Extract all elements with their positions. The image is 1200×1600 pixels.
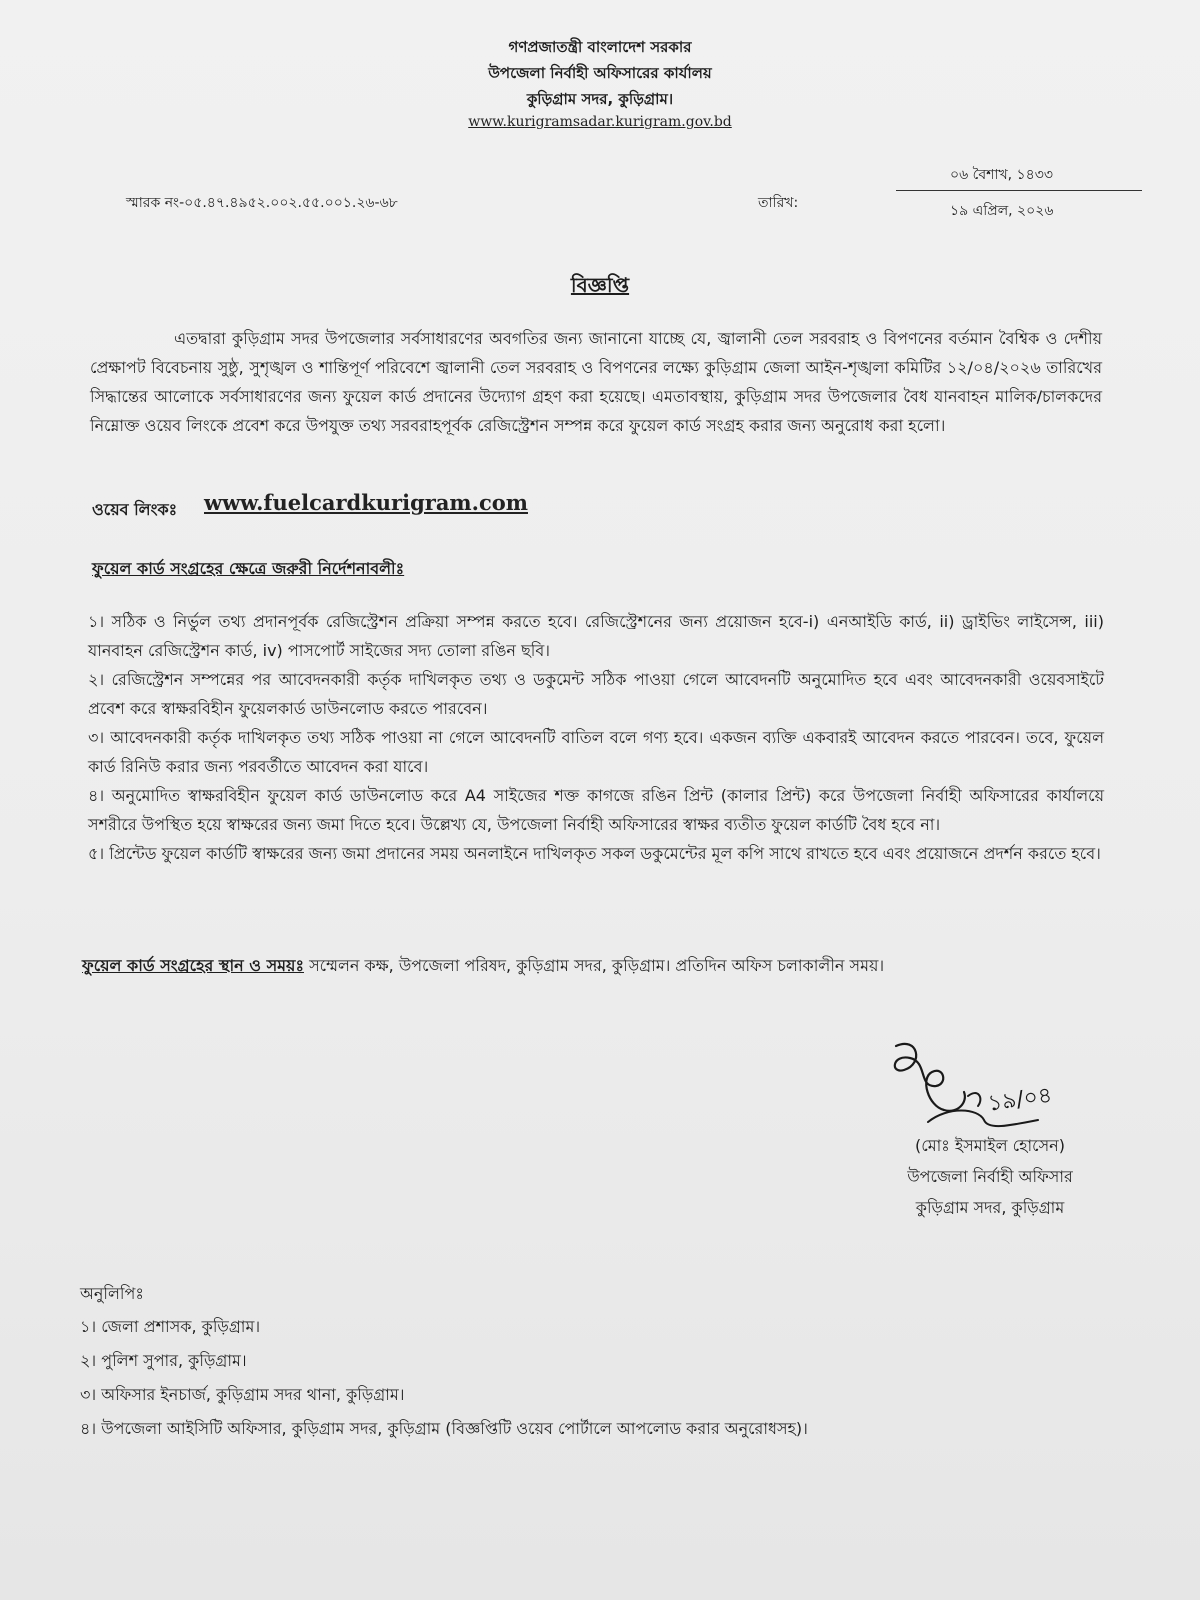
instruction-item: ২। রেজিস্ট্রেশন সম্পন্নের পর আবেদনকারী কর্তৃক দাখিলকৃত তথ্য ও ডকুমেন্ট সঠিক পাওয়া গেলে আবেদনটি অনুমোদিত হবে এবং আবেদনকারী ওয়েবসাইটে প্রবেশ করে স্বাক্ষরবিহীন ফুয়েলকার্ড ডাউনলোড করতে পারবেন। xyxy=(88,670,1104,718)
office-name: উপজেলা নির্বাহী অফিসারের কার্যালয় xyxy=(488,64,712,82)
copy-item: ১। জেলা প্রশাসক, কুড়িগ্রাম। xyxy=(80,1317,261,1336)
copy-item: ৪। উপজেলা আইসিটি অফিসার, কুড়িগ্রাম সদর, কুড়িগ্রাম (বিজ্ঞপ্তিটি ওয়েব পোর্টালে আপলোড করার অনুরোধসহ)। xyxy=(80,1419,808,1438)
instructions-heading: ফুয়েল কার্ড সংগ্রহের ক্ষেত্রে জরুরী নির্দেশনাবলীঃ xyxy=(92,559,405,578)
signatory-location: কুড়িগ্রাম সদর, কুড়িগ্রাম xyxy=(915,1198,1065,1217)
date-english: ১৯ এপ্রিল, ২০২৬ xyxy=(950,203,1054,219)
copies-list xyxy=(80,1310,808,1446)
website-link[interactable]: www.kurigramsadar.kurigram.gov.bd xyxy=(468,114,732,130)
date-divider xyxy=(896,190,1142,191)
web-link-url[interactable]: www.fuelcardkurigram.com xyxy=(204,490,528,515)
website-line xyxy=(0,112,1200,130)
office-location: কুড়িগ্রাম সদর, কুড়িগ্রাম। xyxy=(526,90,674,108)
instruction-item: ৩। আবেদনকারী কর্তৃক দাখিলকৃত তথ্য সঠিক পাওয়া না গেলে আবেদনটি বাতিল বলে গণ্য হবে। একজন ব্যক্তি একবারই আবেদন করতে পারবেন। তবে, ফুয়েল কার্ড রিনিউ করার জন্য পরবর্তীতে আবেদন করা যাবে। xyxy=(88,728,1104,776)
place-time-text: সম্মেলন কক্ষ, উপজেলা পরিষদ, কুড়িগ্রাম সদর, কুড়িগ্রাম। প্রতিদিন অফিস চলাকালীন সময়। xyxy=(303,956,885,975)
signatory-block xyxy=(880,1130,1100,1223)
government-name: গণপ্রজাতন্ত্রী বাংলাদেশ সরকার xyxy=(508,38,692,56)
memo-number: স্মারক নং-০৫.৪৭.৪৯৫২.০০২.৫৫.০০১.২৬-৬৮ xyxy=(126,195,398,211)
copies-label: অনুলিপিঃ xyxy=(80,1284,144,1303)
notice-body: এতদ্বারা কুড়িগ্রাম সদর উপজেলার সর্বসাধারণের অবগতির জন্য জানানো যাচ্ছে যে, জ্বালানী তেল সরবরাহ ও বিপণনের বর্তমান বৈশ্বিক ও দেশীয় প্রেক্ষাপট বিবেচনায় সুষ্ঠু, সুশৃঙ্খল ও শান্তিপূর্ণ পরিবেশে জ্বালানী তেল সরবরাহ ও বিপণনের লক্ষ্যে কুড়িগ্রাম জেলা আইন-শৃঙ্খলা কমিটির ১২/০৪/২০২৬ তারিখের সিদ্ধান্তের আলোকে সর্বসাধারণের জন্য ফুয়েল কার্ড প্রদানের উদ্যোগ গ্রহণ করা হয়েছে। এমতাবস্থায়, কুড়িগ্রাম সদর উপজেলার বৈধ যানবাহন মালিক/চালকদের নিম্নোক্ত ওয়েব লিংকে প্রবেশ করে উপযুক্ত তথ্য সরবরাহপূর্বক রেজিস্ট্রেশন সম্পন্ন করে ফুয়েল কার্ড সংগ্রহ করার জন্য অনুরোধ করা হলো। xyxy=(90,329,1102,435)
date-bangla: ০৬ বৈশাখ, ১৪৩৩ xyxy=(950,167,1053,183)
web-link-label: ওয়েব লিংকঃ xyxy=(92,500,178,519)
place-time-label: ফুয়েল কার্ড সংগ্রহের স্থান ও সময়ঃ xyxy=(82,956,304,975)
instruction-item: ১। সঠিক ও নির্ভুল তথ্য প্রদানপূর্বক রেজিস্ট্রেশন প্রক্রিয়া সম্পন্ন করতে হবে। রেজিস্ট্রেশনের জন্য প্রয়োজন হবে-i) এনআইডি কার্ড, ii) ড্রাইভিং লাইসেন্স, iii) যানবাহন রেজিস্ট্রেশন কার্ড, iv) পাসপোর্ট সাইজের সদ্য তোলা রঙিন ছবি। xyxy=(88,612,1104,660)
instruction-item: ৫। প্রিন্টেড ফুয়েল কার্ডটি স্বাক্ষরের জন্য জমা প্রদানের সময় অনলাইনে দাখিলকৃত সকল ডকুমেন্টের মূল কপি সাথে রাখতে হবে এবং প্রয়োজনে প্রদর্শন করতে হবে। xyxy=(88,844,1101,863)
place-time-line xyxy=(82,953,1122,980)
instruction-item: ৪। অনুমোদিত স্বাক্ষরবিহীন ফুয়েল কার্ড ডাউনলোড করে A4 সাইজের শক্ত কাগজে রঙিন প্রিন্ট (কালার প্রিন্ট) করে উপজেলা নির্বাহী অফিসারের কার্যালয়ে সশরীরে উপস্থিত হয়ে স্বাক্ষরের জন্য জমা দিতে হবে। উল্লেখ্য যে, উপজেলা নির্বাহী অফিসারের স্বাক্ষর ব্যতীত ফুয়েল কার্ডটি বৈধ হবে না। xyxy=(88,786,1104,834)
signature-date: ১৯/০৪ xyxy=(986,1082,1054,1117)
copy-item: ২। পুলিশ সুপার, কুড়িগ্রাম। xyxy=(80,1351,247,1370)
date-label: তারিখ: xyxy=(758,195,799,211)
signatory-designation: উপজেলা নির্বাহী অফিসার xyxy=(907,1167,1073,1186)
notice-title: বিজ্ঞপ্তি xyxy=(570,273,630,297)
signatory-name: (মোঃ ইসমাইল হোসেন) xyxy=(915,1136,1065,1155)
instructions-list xyxy=(88,607,1104,868)
copy-item: ৩। অফিসার ইনচার্জ, কুড়িগ্রাম সদর থানা, কুড়িগ্রাম। xyxy=(80,1385,405,1404)
